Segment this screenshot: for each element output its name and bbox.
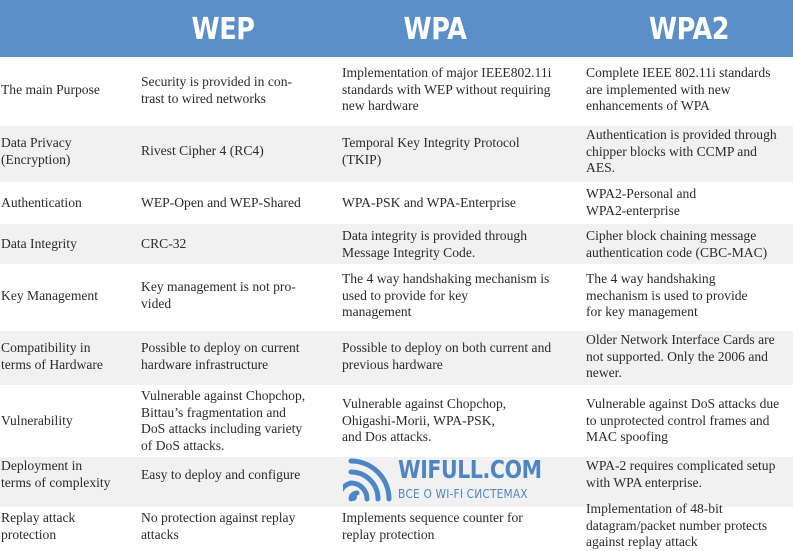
wpa2-cell: The 4 way handshaking mechanism is used to provide for key management bbox=[586, 271, 748, 319]
wep-cell: Vulnerable against Chopchop, Bittau’s fragmentation and DoS attacks including variety of DoS attacks. bbox=[141, 388, 306, 453]
wpa-cell: The 4 way handshaking mechanism is used to provide for key management bbox=[342, 271, 550, 319]
feature-cell: Key Management bbox=[1, 288, 99, 303]
wpa-cell: Possible to deploy on both current and previous hardware bbox=[342, 340, 552, 372]
wpa2-cell: WPA2-Personal and WPA2-enterprise bbox=[586, 186, 697, 218]
wep-cell: CRC-32 bbox=[141, 236, 187, 251]
header-wep: WEP bbox=[191, 12, 255, 47]
wpa-cell: Data integrity is provided through Message Integrity Code. bbox=[342, 228, 527, 260]
wpa-cell: WPA-PSK and WPA-Enterprise bbox=[342, 195, 516, 210]
wpa2-cell: Vulnerable against DoS attacks due to unprotected control frames and MAC spoofing bbox=[586, 396, 780, 444]
wpa2-cell: Complete IEEE 802.11i standards are implemented with new enhancements of WPA bbox=[586, 65, 771, 113]
feature-cell: Compatibility in terms of Hardware bbox=[1, 340, 103, 372]
wep-cell: Rivest Cipher 4 (RC4) bbox=[141, 143, 264, 158]
feature-cell: Vulnerability bbox=[1, 413, 73, 428]
wep-cell: Possible to deploy on current hardware infrastructure bbox=[141, 340, 300, 372]
wpa-cell: Implementation of major IEEE802.11i standards with WEP without requiring new hardware bbox=[342, 65, 552, 113]
feature-cell: Deployment in terms of complexity bbox=[1, 458, 111, 490]
wifi-logo-icon bbox=[343, 453, 395, 505]
wep-cell: No protection against replay attacks bbox=[141, 510, 296, 542]
feature-cell: Replay attack protection bbox=[1, 510, 76, 542]
feature-cell: Data Privacy (Encryption) bbox=[1, 135, 72, 167]
watermark-name: WIFULL.COM bbox=[398, 455, 542, 484]
wep-cell: Security is provided in con- trast to wired networks bbox=[141, 74, 293, 106]
wpa2-cell: Cipher block chaining message authentication code (CBC-MAC) bbox=[586, 228, 768, 260]
wep-cell: Key management is not pro- vided bbox=[141, 279, 296, 311]
header-wpa: WPA bbox=[403, 12, 467, 47]
wep-cell: WEP-Open and WEP-Shared bbox=[141, 195, 301, 210]
feature-cell: Authentication bbox=[1, 195, 82, 210]
watermark-tagline: ВСЕ О WI-FI СИСТЕМАХ bbox=[398, 486, 528, 501]
wpa2-cell: Authentication is provided through chipper blocks with CCMP and AES. bbox=[586, 127, 777, 175]
wep-cell: Easy to deploy and configure bbox=[141, 467, 301, 482]
wpa2-cell: WPA-2 requires complicated setup with WPA enterprise. bbox=[586, 458, 776, 490]
wpa-cell: Vulnerable against Chopchop, Ohigashi-Morii, WPA-PSK, and Dos attacks. bbox=[342, 396, 507, 444]
header-wpa2: WPA2 bbox=[648, 12, 730, 47]
feature-cell: Data Integrity bbox=[1, 236, 77, 251]
wpa2-cell: Implementation of 48-bit datagram/packet number protects against replay attack bbox=[586, 501, 768, 549]
watermark-logo bbox=[343, 453, 563, 509]
table-header bbox=[0, 0, 793, 57]
wpa-cell: Implements sequence counter for replay protection bbox=[342, 510, 523, 542]
feature-cell: The main Purpose bbox=[1, 82, 100, 97]
wpa2-cell: Older Network Interface Cards are not supported. Only the 2006 and newer. bbox=[586, 332, 775, 380]
wpa-cell: Temporal Key Integrity Protocol (TKIP) bbox=[342, 135, 520, 167]
